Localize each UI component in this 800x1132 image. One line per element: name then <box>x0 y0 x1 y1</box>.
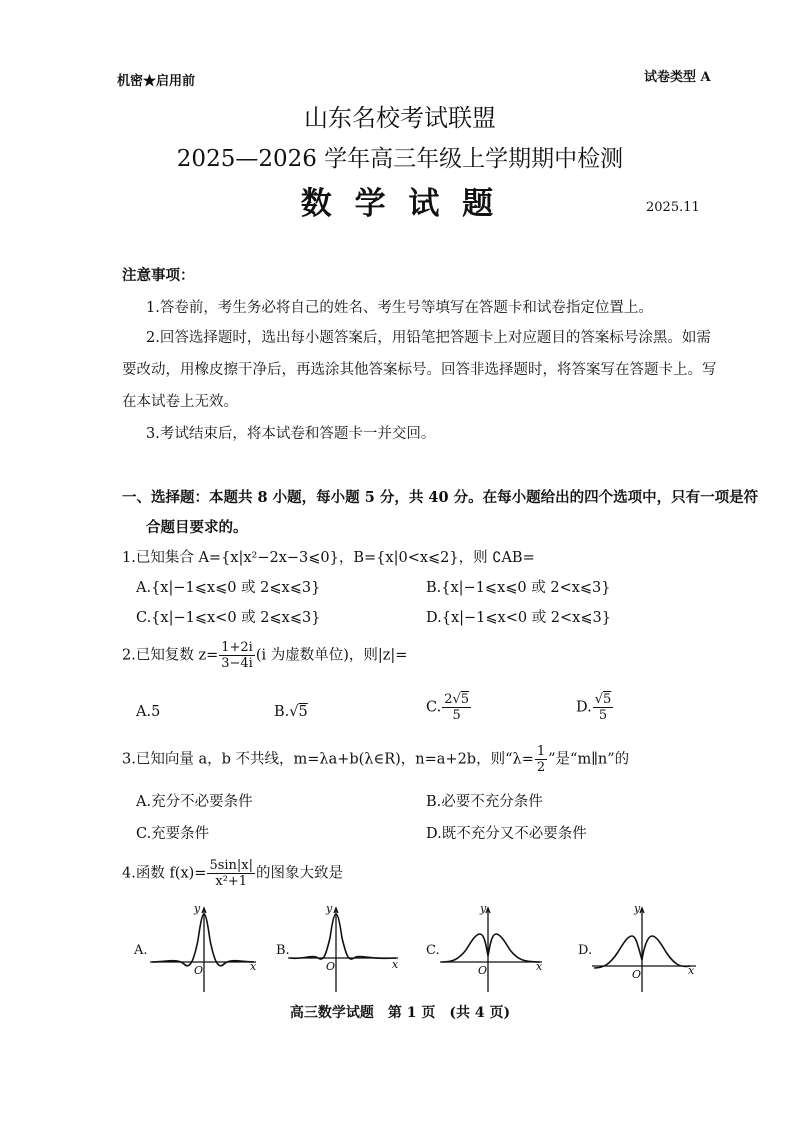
confidential-mark: 机密★启用前 <box>117 74 196 89</box>
q4-graph-a <box>150 908 256 992</box>
q2-b-radicand: 5 <box>298 704 308 720</box>
paper-type: 试卷类型 A <box>644 70 711 85</box>
origin-label: O <box>632 968 642 981</box>
y-axis-label: y <box>326 902 333 915</box>
q2-fraction <box>219 640 255 671</box>
question-1-stem: 1.已知集合 A={x|x²−2x−3⩽0}，B={x|0<x⩽2}，则 ∁AB= <box>122 550 535 566</box>
q2-numerator: 1+2i <box>221 640 253 655</box>
question-2-stem <box>122 640 407 671</box>
notes-title: 注意事项： <box>122 267 195 284</box>
q4-denominator: x²+1 <box>215 874 248 889</box>
q3-fraction <box>535 744 547 775</box>
exam-organization: 山东名校考试联盟 <box>304 104 496 132</box>
q4-graph-d <box>592 908 696 992</box>
y-axis-label: y <box>634 902 641 915</box>
q2-c-label: C. <box>426 699 442 716</box>
q3-option-a: A.充分不必要条件 <box>136 794 253 810</box>
x-axis-label: x <box>392 958 399 971</box>
note-line: 在本试卷上无效。 <box>122 394 238 410</box>
x-axis-label: x <box>250 960 257 973</box>
q2-c-numerator: 2√5 <box>444 692 470 707</box>
q4-numerator: 5sin|x| <box>209 858 254 873</box>
q3-prefix: 3.已知向量 a，b 不共线，m=λa+b(λ∈R)，n=a+2b，则“λ= <box>122 751 534 768</box>
q4-label-c: C. <box>426 943 440 958</box>
origin-label: O <box>478 964 488 977</box>
q2-c-denominator: 5 <box>452 708 461 723</box>
q2-c-coef: 2 <box>444 692 453 707</box>
q2-option-c <box>426 692 472 723</box>
note-line: 2.回答选择题时，选出每小题答案后，用铅笔把答题卡上对应题目的答案标号涂黑。如需 <box>146 330 711 346</box>
page-footer: 高三数学试题 第 1 页 (共 4 页) <box>289 1005 511 1021</box>
q2-b-label: B. <box>274 704 290 720</box>
q1-option-b: B.{x|−1⩽x⩽0 或 2<x⩽3} <box>426 580 611 596</box>
q3-numerator: 1 <box>536 744 546 759</box>
q3-option-c: C.充要条件 <box>136 826 210 842</box>
q4-label-b: B. <box>276 943 290 958</box>
origin-label: O <box>326 960 336 973</box>
y-axis-label: y <box>480 902 487 915</box>
x-axis-label: x <box>688 964 695 977</box>
exam-title: 2025—2026 学年高三年级上学期期中检测 <box>176 146 624 172</box>
q3-option-b: B.必要不充分条件 <box>426 794 543 810</box>
origin-label: O <box>194 964 204 977</box>
q1-option-a: A.{x|−1⩽x⩽0 或 2⩽x⩽3} <box>136 580 321 596</box>
q4-graphs <box>130 898 695 998</box>
question-4-stem <box>122 858 343 889</box>
q1-option-d: D.{x|−1⩽x<0 或 2<x⩽3} <box>426 610 611 626</box>
q2-option-b: B.√5 <box>274 704 308 720</box>
q2-c-radicand: 5 <box>460 692 470 707</box>
q2-d-fraction <box>593 692 614 723</box>
q4-prefix: 4.函数 f(x)= <box>122 865 207 882</box>
question-3-stem <box>122 744 629 775</box>
note-line: 要改动，用橡皮擦干净后，再选涂其他答案标号。回答非选择题时，将答案写在答题卡上。写 <box>122 362 717 378</box>
q2-option-a: A.5 <box>136 704 161 720</box>
q2-c-fraction <box>442 692 471 723</box>
q2-d-label: D. <box>576 699 592 716</box>
section-heading-cont: 合题目要求的。 <box>146 519 248 536</box>
x-axis-label: x <box>536 960 543 973</box>
q2-prefix: 2.已知复数 z= <box>122 647 219 664</box>
q1-option-c: C.{x|−1⩽x<0 或 2⩽x⩽3} <box>136 610 321 626</box>
note-line: 3.考试结束后，将本试卷和答题卡一并交回。 <box>146 426 436 442</box>
q4-graph-b <box>288 908 398 992</box>
q2-denominator: 3−4i <box>221 656 253 671</box>
q2-suffix: (i 为虚数单位)，则|z|= <box>255 647 408 664</box>
section-heading: 一、选择题：本题共 8 小题，每小题 5 分，共 40 分。在每小题给出的四个选项中，只有一项是符 <box>122 489 759 506</box>
q2-d-denominator: 5 <box>598 708 608 723</box>
q4-label-a: A. <box>134 943 148 958</box>
q2-option-d <box>576 692 614 723</box>
q3-option-d: D.既不充分又不必要条件 <box>426 826 587 842</box>
q3-suffix: ”是“m∥n”的 <box>548 751 630 768</box>
q4-graph-c <box>440 908 542 992</box>
q4-fraction <box>207 858 255 889</box>
exam-date: 2025.11 <box>646 200 700 215</box>
q2-d-numerator: √5 <box>594 692 612 707</box>
y-axis-label: y <box>194 902 201 915</box>
q3-denominator: 2 <box>536 760 546 775</box>
q4-suffix: 的图象大致是 <box>256 865 344 882</box>
page-title: 数 学 试 题 <box>300 186 500 222</box>
q4-label-d: D. <box>578 943 593 958</box>
q2-d-radicand: 5 <box>603 692 612 707</box>
note-line: 1.答卷前，考生务必将自己的姓名、考生号等填写在答题卡和试卷指定位置上。 <box>146 300 653 316</box>
